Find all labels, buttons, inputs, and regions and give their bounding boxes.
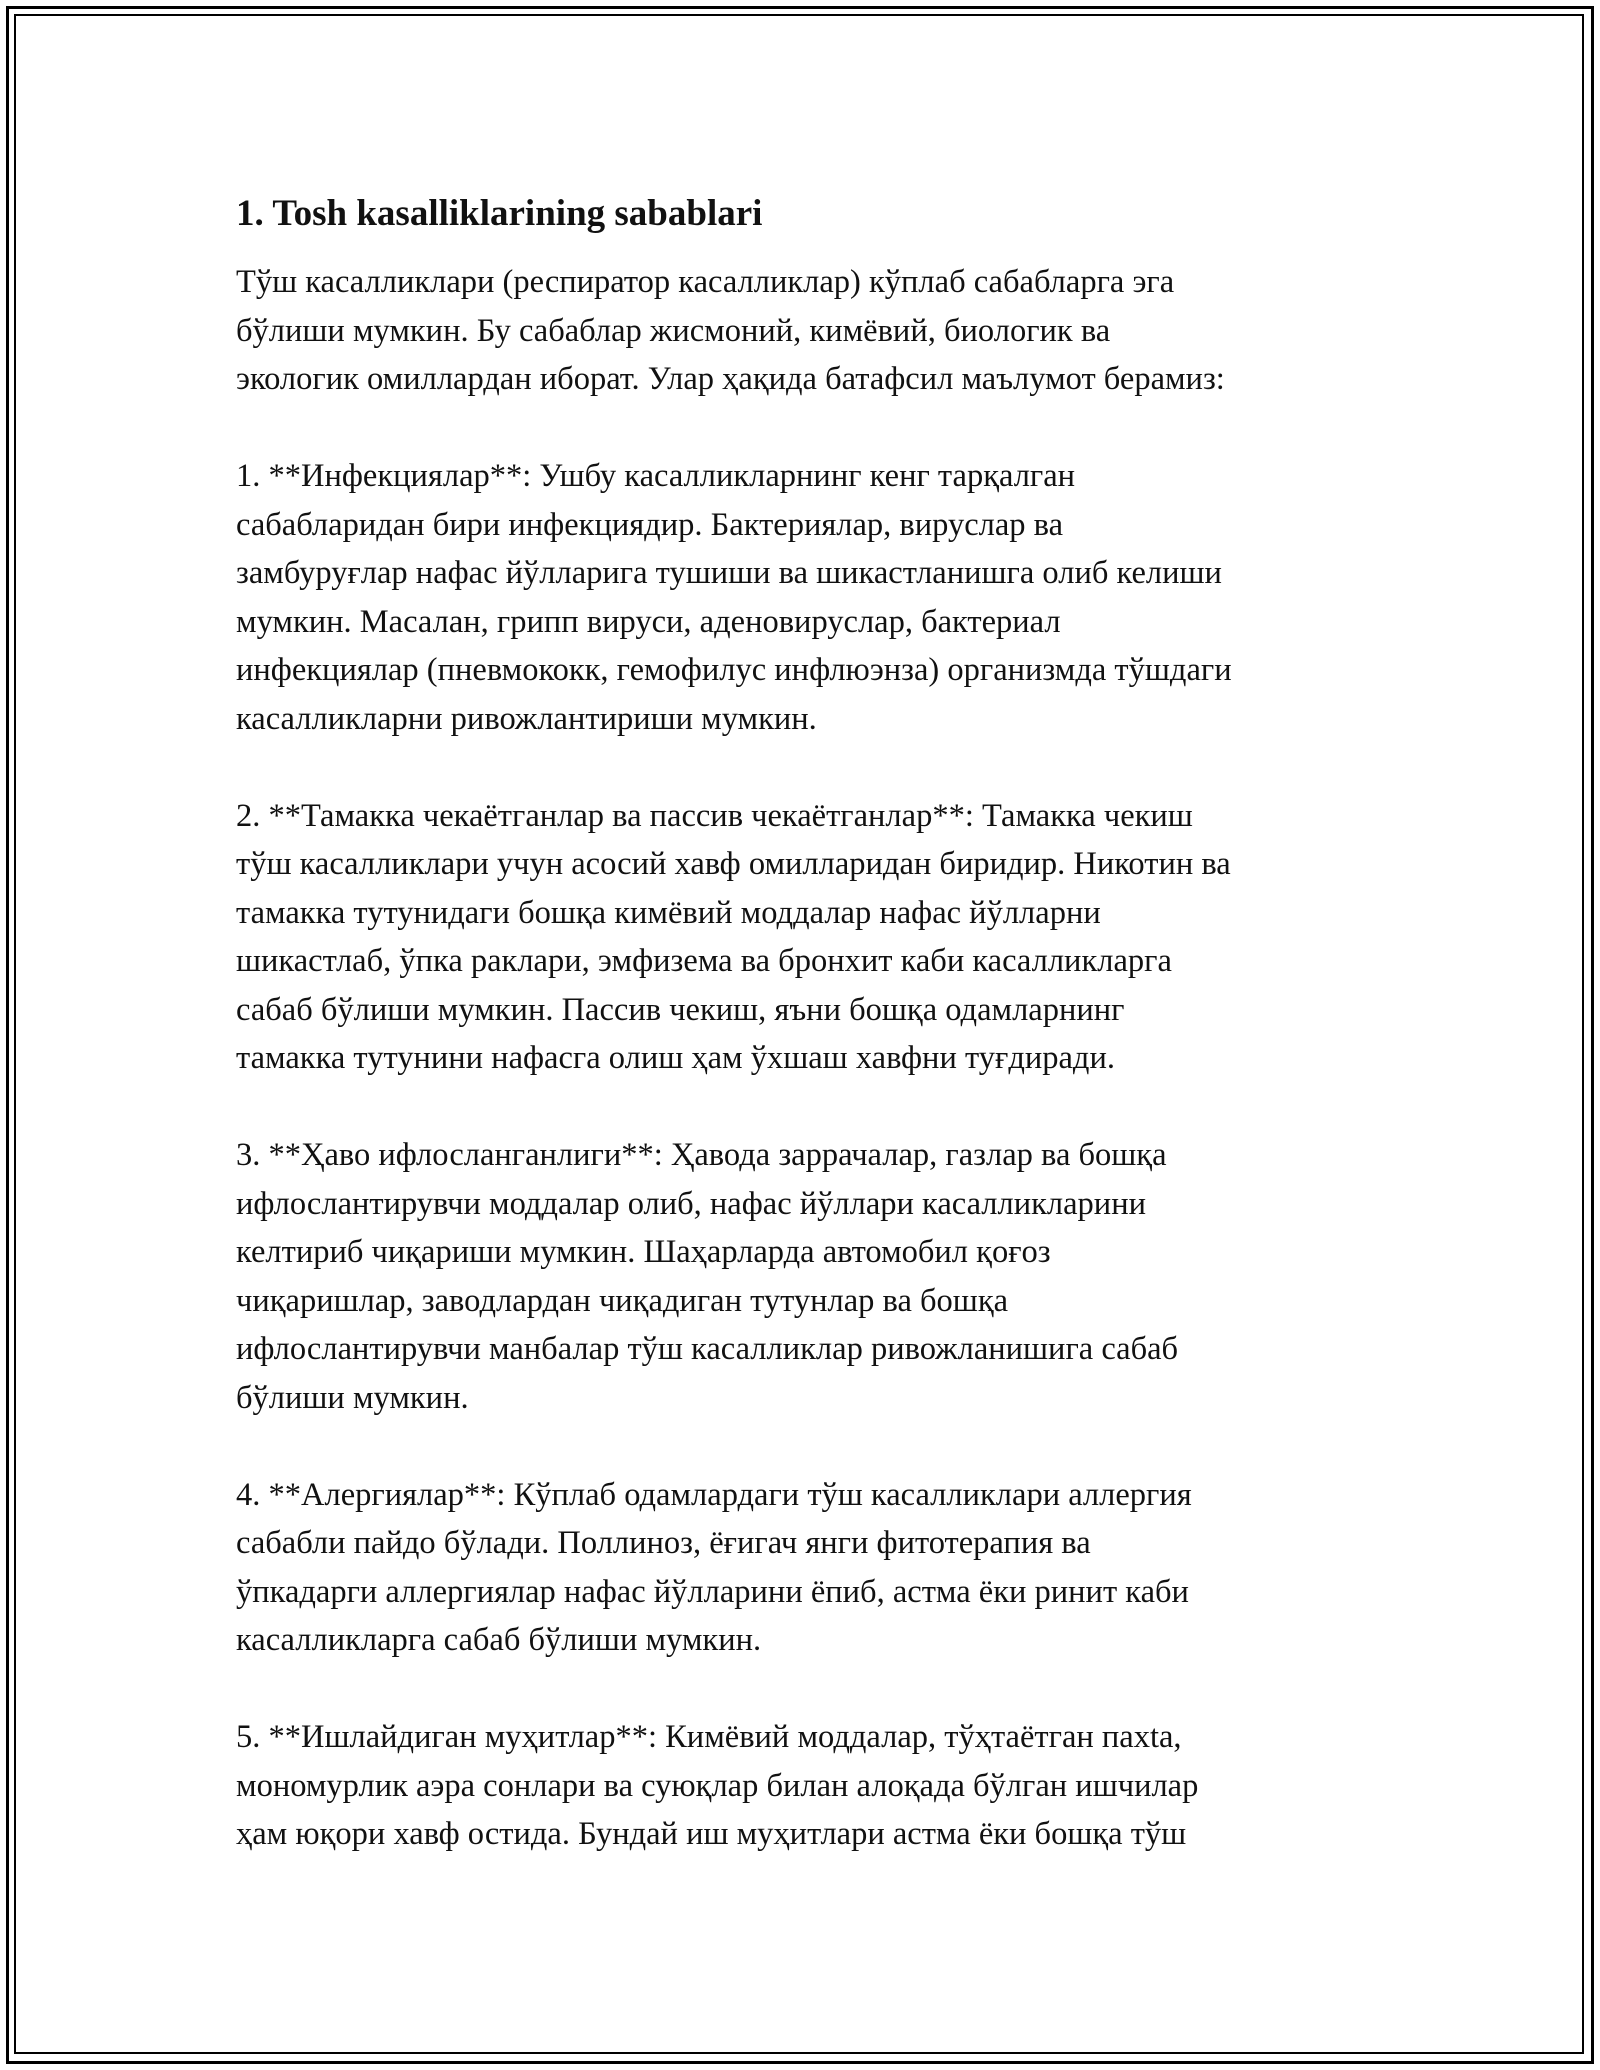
list-item-air-pollution: 3. **Ҳаво ифлосланганлиги**: Ҳаводa заррачалар, газлар ва бошқа ифлослантирувчи моддалар олиб, нафас йўллари касалликларини келтириб чиқариши мумкин. Шаҳарларда автомобил қоғоз чиқаришлар, заводлардан чиқадиган тутунлар ва бошқа ифлослантирувчи манбалар тўш касалликлар ривожланишига сабаб бўлиши мумкин. — [236, 1137, 1179, 1416]
section-heading: 1. Tosh kasalliklarining sabablari — [236, 193, 763, 234]
document-page — [236, 186, 1386, 1859]
intro-paragraph: Тўш касалликлари (респиратор касалликлар) кўплаб сабабларга эга бўлиши мумкин. Бу сабаблар жисмоний, кимёвий, биологик ва экологик омиллардан иборат. Улар ҳақида батафсил маълумот берамиз: — [236, 264, 1225, 397]
list-item-smoking: 2. **Тамакка чекаётганлар ва пассив чекаётганлар**: Тамакка чекиш тўш касалликлари учун асосий хавф омилларидан биридир. Никотин ва тамакка тутунидаги бошқа кимёвий моддалар нафас йўлларни шикастлаб, ўпка раклари, эмфизема ва бронхит каби касалликларга сабаб бўлиши мумкин. Пассив чекиш, яъни бошқа одамларнинг тамакка тутунини нафасга олиш ҳам ўхшаш хавфни туғдиради. — [236, 797, 1231, 1076]
list-item-work-environments: 5. **Ишлайдиган муҳитлар**: Кимёвий моддалар, тўҳтаётган пахta, мономурлик аэра сонлари ва суюқлар билан алоқада бўлган ишчилар ҳам юқори хавф остида. Бундай иш муҳитлари астма ёки бошқа тўш — [236, 1719, 1199, 1852]
list-item-infections: 1. **Инфекциялар**: Ушбу касалликларнинг кенг тарқалган сабабларидан бири инфекциядир. Бактериялар, вируслар ва замбуруғлар нафас йўлларига тушиши ва шикастланишга олиб келиши мумкин. Масалан, грипп вируси, аденовируслар, бактериал инфекциялар (пневмококк, гемофилус инфлюэнза) организмда тўшдаги касалликларни ривожлантириши мумкин. — [236, 458, 1232, 737]
list-item-allergies: 4. **Алергиялар**: Кўплаб одамлардаги тўш касалликлари аллергия сабабли пайдо бўлади. Поллиноз, ёғигач янги фитотерапия ва ўпкадарги аллергиялар нафас йўлларини ёпиб, астма ёки ринит каби касалликларга сабаб бўлиши мумкин. — [236, 1476, 1192, 1658]
